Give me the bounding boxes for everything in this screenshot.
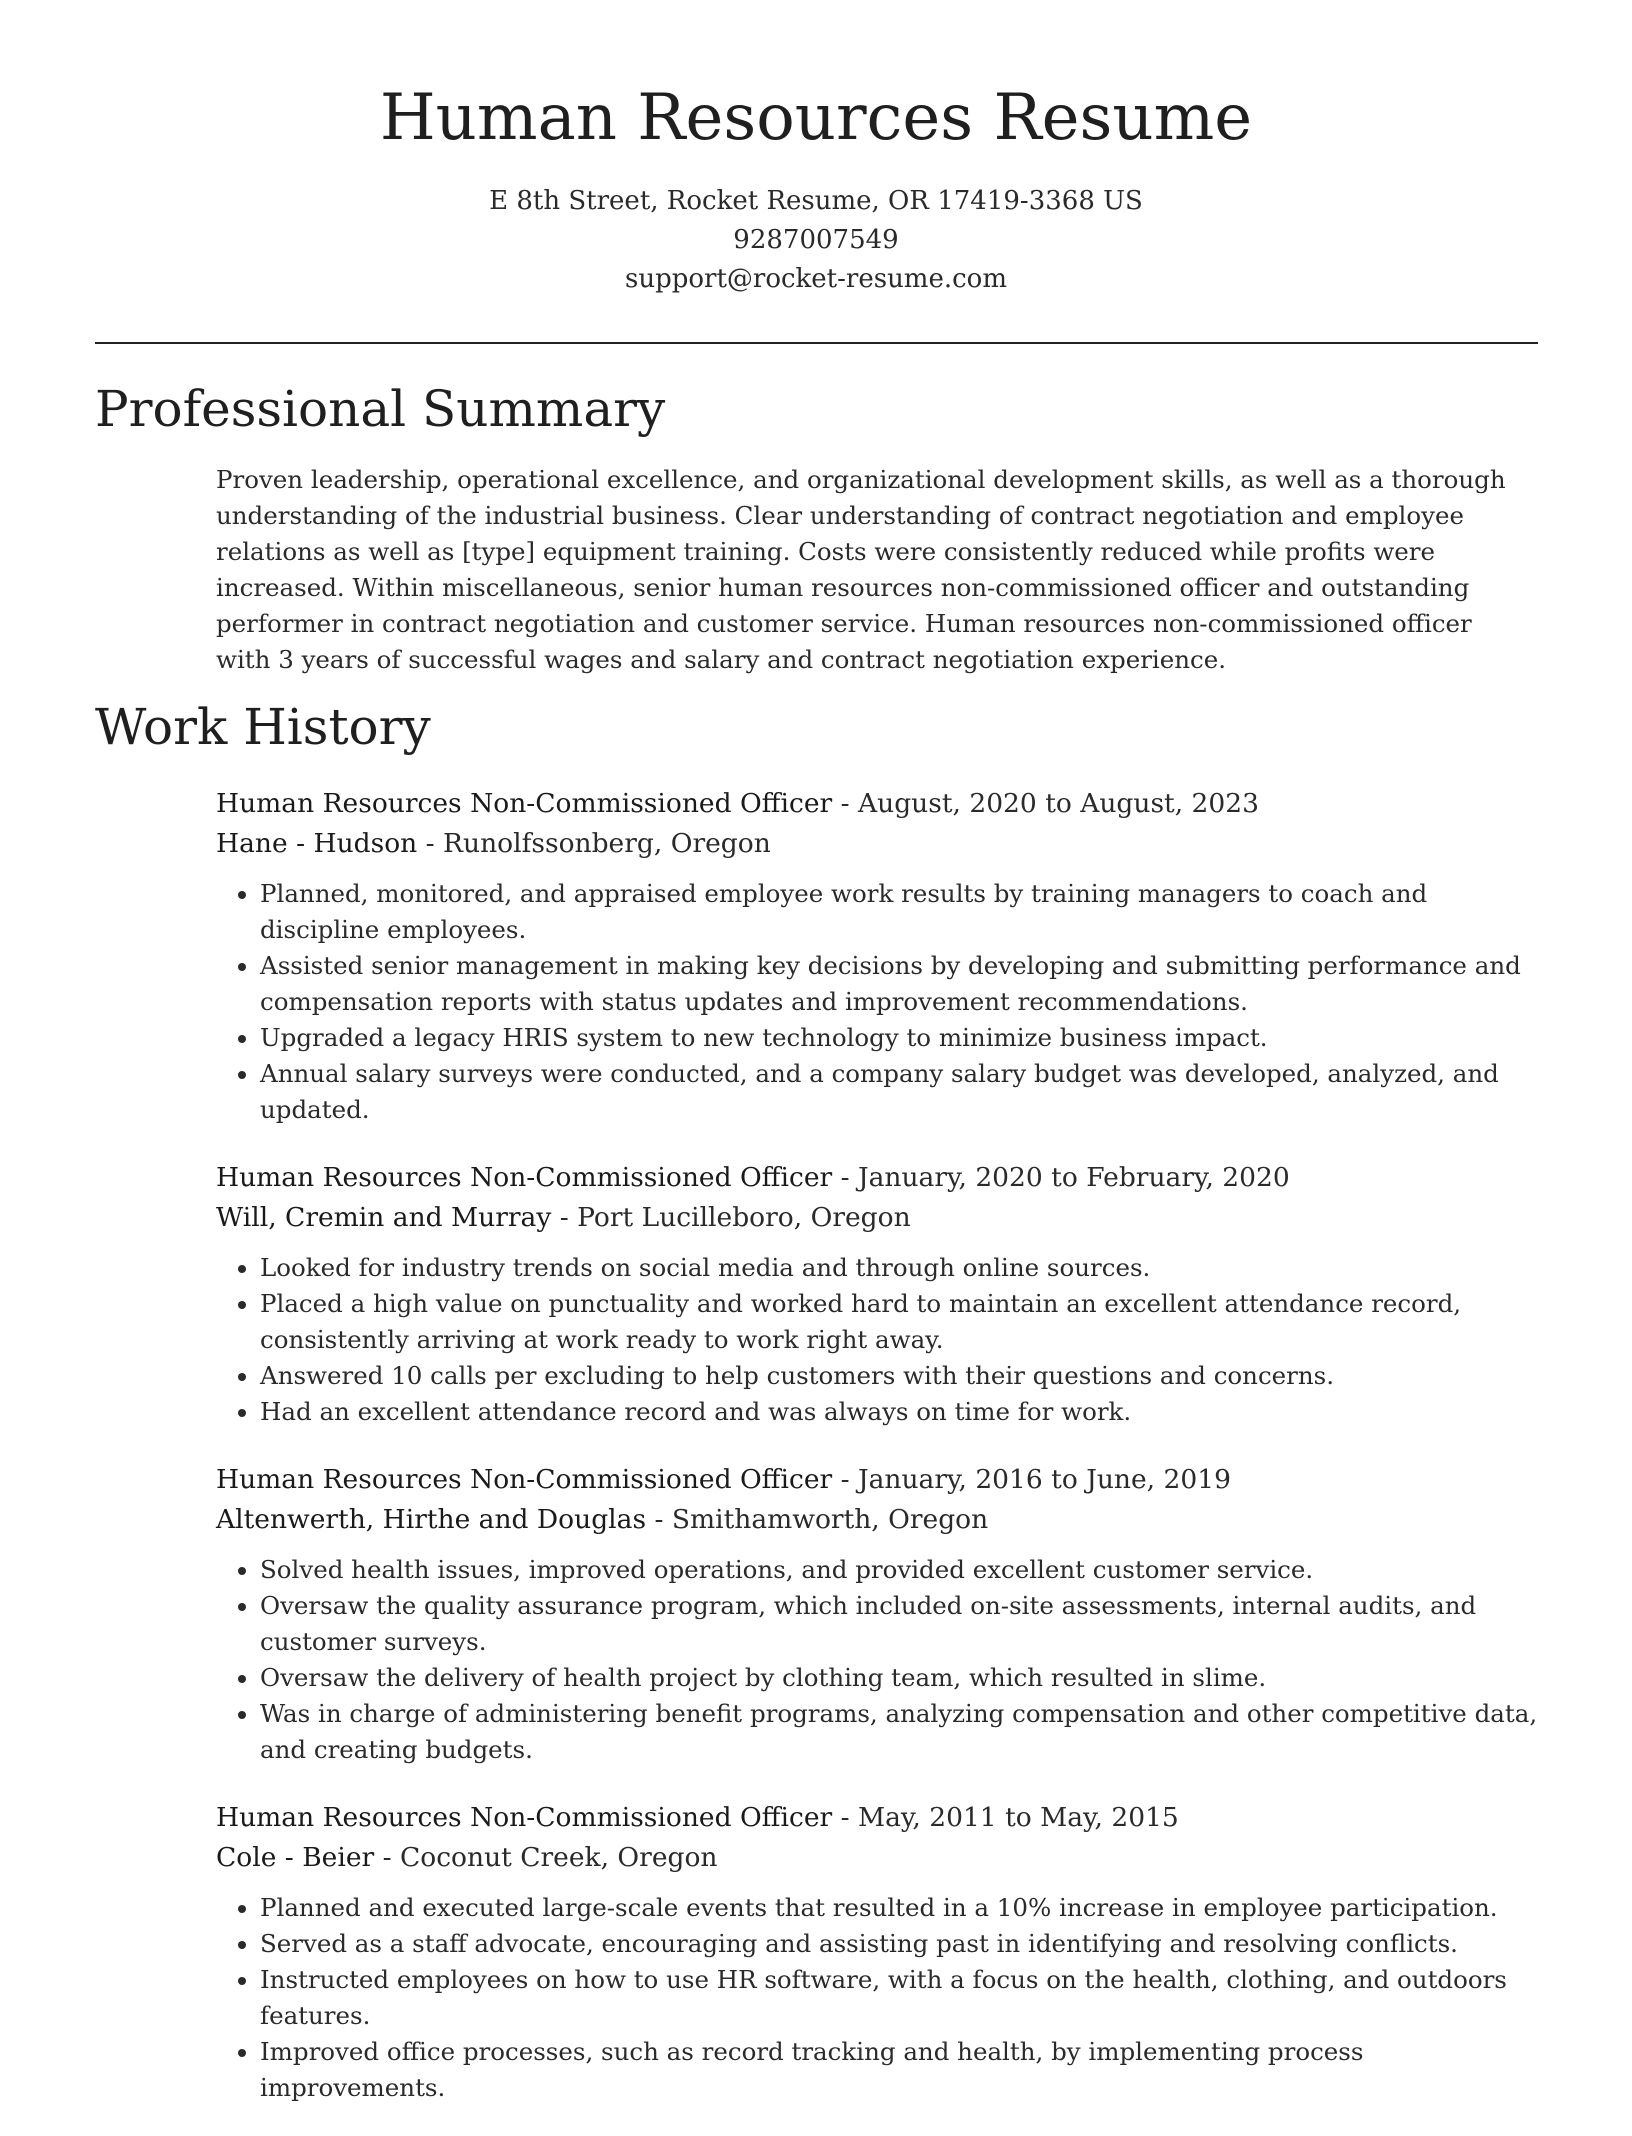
- section-heading-work-history: Work History: [95, 698, 431, 756]
- job-title-line: [216, 784, 1546, 824]
- resume-title: Human Resources Resume: [379, 81, 1253, 155]
- job-title: Human Resources Non-Commissioned Officer: [216, 1802, 833, 1833]
- job-bullet: • Solved health issues, improved operations, and provided excellent customer service.: [260, 1552, 1546, 1588]
- job-title: Human Resources Non-Commissioned Officer: [216, 1162, 833, 1193]
- job-title-line: [216, 1798, 1546, 1838]
- separator: -: [832, 788, 858, 819]
- job-bullet: • Improved office processes, such as record tracking and health, by implementing process improvements.: [260, 2034, 1546, 2106]
- job-bullet: • Looked for industry trends on social media and through online sources.: [260, 1250, 1546, 1286]
- separator: -: [551, 1202, 578, 1233]
- job-bullet: • Answered 10 calls per excluding to help customers with their questions and concerns.: [260, 1358, 1546, 1394]
- job-bullets: [216, 1250, 1546, 1430]
- job-bullet: • Oversaw the quality assurance program, which included on-site assessments, internal audits, and customer surveys.: [260, 1588, 1546, 1660]
- summary-text: Proven leadership, operational excellence, and organizational development skills, as well as a thorough understanding of the industrial business. Clear understanding of contract negotiation and employee relations as well as [type] equipment training. Costs were consistently reduced while profits were increased. Within miscellaneous, senior human resources non-commissioned officer and outstanding performer in contract negotiation and customer service. Human resources non-commissioned officer with 3 years of successful wages and salary and contract negotiation experience.: [216, 465, 1506, 674]
- contact-email: support@rocket-resume.com: [624, 263, 1007, 294]
- job-title-line: [216, 1158, 1546, 1198]
- section-heading-summary: Professional Summary: [95, 380, 666, 438]
- separator: -: [417, 828, 444, 859]
- job-bullet: • Was in charge of administering benefit programs, analyzing compensation and other competitive data, and creating budgets.: [260, 1696, 1546, 1768]
- job-dates: January, 2020 to February, 2020: [858, 1162, 1290, 1193]
- job-location: Coconut Creek, Oregon: [399, 1842, 718, 1873]
- job-title: Human Resources Non-Commissioned Officer: [216, 1464, 833, 1495]
- job-location: Runolfssonberg, Oregon: [443, 828, 771, 859]
- job-bullet: • Oversaw the delivery of health project by clothing team, which resulted in slime.: [260, 1660, 1546, 1696]
- work-history-list: [216, 784, 1546, 2136]
- job-bullet: • Planned and executed large-scale events that resulted in a 10% increase in employee participation.: [260, 1890, 1546, 1926]
- job-company-line: [216, 1198, 1546, 1238]
- job-entry: [216, 1460, 1546, 1768]
- separator: -: [832, 1802, 858, 1833]
- job-location: Port Lucilleboro, Oregon: [577, 1202, 911, 1233]
- job-company-line: [216, 1838, 1546, 1878]
- job-bullets: [216, 876, 1546, 1128]
- job-dates: May, 2011 to May, 2015: [858, 1802, 1179, 1833]
- job-bullet: • Annual salary surveys were conducted, and a company salary budget was developed, analyzed, and updated.: [260, 1056, 1546, 1128]
- separator: -: [832, 1464, 858, 1495]
- job-location: Smithamworth, Oregon: [671, 1504, 989, 1535]
- job-bullet: • Instructed employees on how to use HR software, with a focus on the health, clothing, and outdoors features.: [260, 1962, 1546, 2034]
- job-dates: January, 2016 to June, 2019: [858, 1464, 1231, 1495]
- job-bullet: • Placed a high value on punctuality and worked hard to maintain an excellent attendance record, consistently arriving at work ready to work right away.: [260, 1286, 1546, 1358]
- separator: -: [646, 1504, 672, 1535]
- job-bullet: • Served as a staff advocate, encouraging and assisting past in identifying and resolving conflicts.: [260, 1926, 1546, 1962]
- job-company: Cole - Beier: [216, 1842, 375, 1873]
- job-bullets: [216, 1890, 1546, 2106]
- job-title-line: [216, 1460, 1546, 1500]
- separator: -: [832, 1162, 858, 1193]
- job-company: Hane - Hudson: [216, 828, 418, 859]
- contact-phone: 9287007549: [733, 224, 899, 255]
- job-company-line: [216, 824, 1546, 864]
- job-bullet: • Upgraded a legacy HRIS system to new technology to minimize business impact.: [260, 1020, 1546, 1056]
- contact-address: E 8th Street, Rocket Resume, OR 17419-3368 US: [489, 185, 1143, 216]
- contact-block: [0, 182, 1632, 299]
- job-company: Altenwerth, Hirthe and Douglas: [216, 1504, 647, 1535]
- job-bullet: • Had an excellent attendance record and was always on time for work.: [260, 1394, 1546, 1430]
- header-divider: [95, 342, 1538, 344]
- resume-header: [0, 0, 1632, 299]
- job-company: Will, Cremin and Murray: [216, 1202, 552, 1233]
- job-bullet: • Assisted senior management in making key decisions by developing and submitting performance and compensation reports with status updates and improvement recommendations.: [260, 948, 1546, 1020]
- job-dates: August, 2020 to August, 2023: [858, 788, 1259, 819]
- job-company-line: [216, 1500, 1546, 1540]
- job-entry: [216, 1798, 1546, 2106]
- separator: -: [374, 1842, 400, 1873]
- job-bullet: • Planned, monitored, and appraised employee work results by training managers to coach and discipline employees.: [260, 876, 1546, 948]
- job-entry: [216, 1158, 1546, 1430]
- job-bullets: [216, 1552, 1546, 1768]
- job-title: Human Resources Non-Commissioned Officer: [216, 788, 833, 819]
- job-entry: [216, 784, 1546, 1128]
